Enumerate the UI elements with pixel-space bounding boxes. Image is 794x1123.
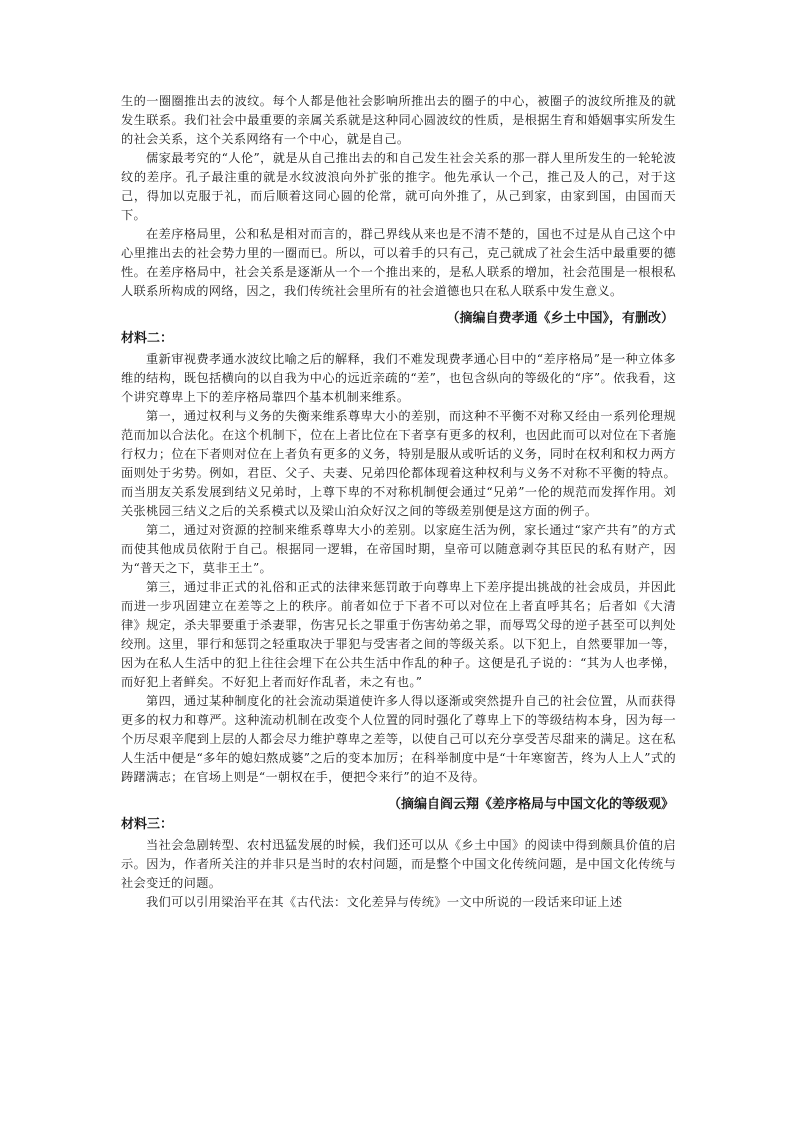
paragraph: 儒家最考究的“人伦”，就是从自己推出去的和自己发生社会关系的那一群人里所发生的一轮轮波纹的差序。孔子最注重的就是水纹波浪向外扩张的推字。他先承认一个己，推己及人的己，对于这己，得加以克服于礼，而后顺着这同心圆的伦常，就可向外推了，从己到家，由家到国，由国而天下。 [121, 151, 676, 222]
paragraph: 我们可以引用梁治平在其《古代法：文化差异与传统》一文中所说的一段话来印证上述 [146, 895, 623, 909]
paragraph: 第一，通过权利与义务的失衡来维系尊卑大小的差别，而这种不平衡不对称又经由一系列伦理规范而加以合法化。在这个机制下，位在上者比位在下者享有更多的权利，也因此而可以对位在下者施行权力；位在下者则对位在上者负有更多的义务，特别是服从或听话的义务，同时在权利和权力两方面则处于劣势。例如，君臣、父子、夫妻、兄弟四伦都体现着这种权利与义务不对称不平衡的特点。而当朋友关系发展到结义兄弟时，上尊下卑的不对称机制便会通过“兄弟”一伦的规范而发挥作用。刘关张桃园三结义之后的关系模式以及梁山泊众好汉之间的等级差别便是这方面的例子。 [121, 409, 676, 518]
section-heading: 材料三： [121, 817, 174, 832]
paragraph: 第四，通过某种制度化的社会流动渠道使许多人得以逐渐或突然提升自己的社会位置，从而获得更多的权力和尊严。这种流动机制在改变个人位置的同时强化了尊卑上下的等级结构本身，因为每一个历尽艰辛爬到上层的人都会尽力维护尊卑之差等，以使自己可以充分享受苦尽甜来的满足。这在私人生活中便是“多年的媳妇熬成婆”之后的变本加厉；在科举制度中是“十年寒窗苦，终为人上人”式的踌躇满志；在官场上则是“一朝权在手，便把令来行”的迫不及待。 [121, 694, 676, 784]
paragraph: 在差序格局里，公和私是相对而言的，群己界线从来也是不清不楚的，国也不过是从自己这个中心里推出去的社会势力里的一圈而已。所以，可以着手的只有己，克己就成了社会生活中最重要的德性。在差序格局中，社会关系是逐渐从一个一个推出来的，是私人联系的增加，社会范围是一根根私人联系所构成的网络，因之，我们传统社会里所有的社会道德也只在私人联系中发生意义。 [121, 227, 676, 298]
paragraph: 第二，通过对资源的控制来维系尊卑大小的差别。以家庭生活为例，家长通过“家产共有”的方式而使其他成员依附于自己。根据同一逻辑，在帝国时期，皇帝可以随意剥夺其臣民的私有财产，因为“普天之下，莫非王土”。 [121, 523, 676, 575]
paragraph: 重新审视费孝通水波纹比喻之后的解释，我们不难发现费孝通心目中的“差序格局”是一种立体多维的结构，既包括横向的以自我为中心的远近亲疏的“差”，也包含纵向的等级化的“序”。依我看，这个讲究尊卑上下的差序格局靠四个基本机制来维系。 [121, 352, 676, 404]
paragraph: 生的一圈圈推出去的波纹。每个人都是他社会影响所推出去的圈子的中心，被圈子的波纹所推及的就发生联系。我们社会中最重要的亲属关系就是这种同心圆波纹的性质，是根据生育和婚姻事实所发生的社会关系，这个关系网络有一个中心，就是自己。 [121, 94, 676, 146]
source-citation: （摘编自费孝通《乡土中国》，有删改） [446, 311, 674, 326]
source-citation: （摘编自阎云翔《差序格局与中国文化的等级观》 [387, 797, 674, 812]
paragraph: 第三，通过非正式的礼俗和正式的法律来惩罚敢于向尊卑上下差序提出挑战的社会成员，并因此而进一步巩固建立在差等之上的秩序。前者如位于下者不可以对位在上者直呼其名；后者如《大清律》规定，杀夫罪要重于杀妻罪，伤害兄长之罪重于伤害幼弟之罪，而辱骂父母的逆子甚至可以判处绞刑。这里，罪行和惩罚之轻重取决于罪犯与受害者之间的等级关系。以下犯上，自然要罪加一等，因为在私人生活中的犯上往往会埋下在公共生活中作乱的种子。这便是孔子说的：“其为人也孝悌，而好犯上者鲜矣。不好犯上者而好作乱者，未之有也。” [121, 580, 676, 689]
document-page [121, 92, 676, 912]
paragraph: 当社会急剧转型、农村迅猛发展的时候，我们还可以从《乡土中国》的阅读中得到颇具价值的启示。因为，作者所关注的并非只是当时的农村问题，而是整个中国文化传统问题，是中国文化传统与社会变迁的问题。 [121, 838, 676, 890]
section-heading: 材料二： [121, 331, 174, 346]
